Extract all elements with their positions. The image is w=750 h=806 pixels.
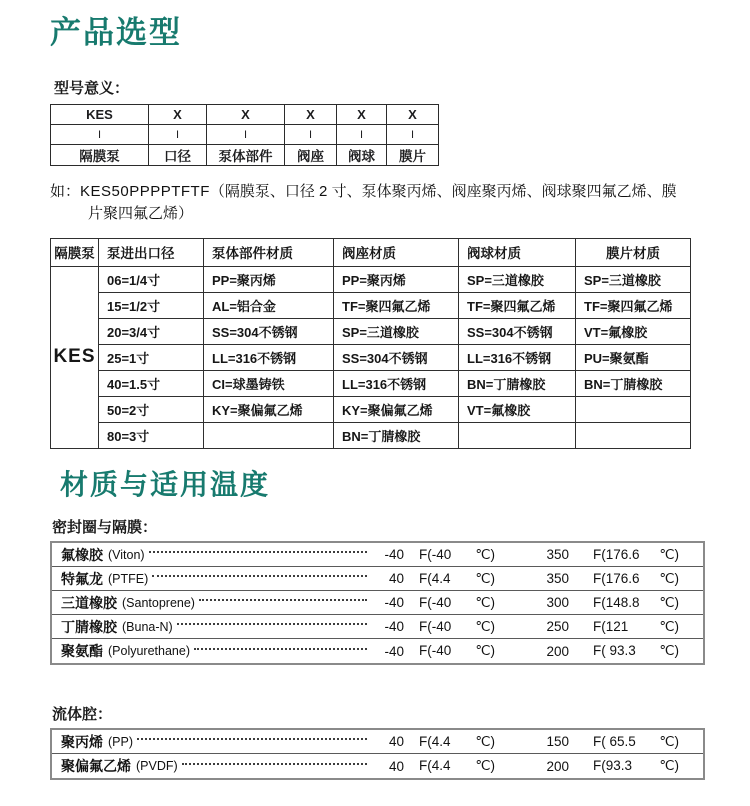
- model-example-line1: [50, 181, 715, 203]
- list-item: [52, 730, 703, 754]
- max-temp-c: [593, 758, 679, 774]
- model-code-row: [51, 105, 439, 125]
- cell-diaphragm: PU=聚氨酯: [576, 344, 691, 370]
- material-name-en: (Polyurethane): [108, 644, 190, 659]
- model-meaning-label: 型号意义：: [54, 80, 130, 98]
- cell-port: 80=3寸: [99, 422, 204, 448]
- min-temp-c: [419, 734, 495, 750]
- max-temp-c-value: F( 93.3: [593, 643, 636, 659]
- min-temp-f: 40: [388, 734, 404, 750]
- material-name-en: (Santoprene): [122, 595, 195, 610]
- dotted-leader: [182, 763, 367, 765]
- col-header-ball-material: 阀球材质: [459, 238, 576, 266]
- material-name: 氟橡胶: [61, 546, 103, 563]
- cell-port: 06=1/4寸: [99, 266, 204, 292]
- part-cell: 阀座: [285, 145, 337, 166]
- material-name-en: (Viton): [108, 547, 145, 562]
- connector-cell: I: [337, 125, 387, 145]
- material-name: 聚氨酯: [61, 643, 103, 660]
- max-temp-f: 300: [546, 595, 569, 611]
- cell-port: 15=1/2寸: [99, 292, 204, 318]
- col-header-diaphragm-material: 膜片材质: [576, 238, 691, 266]
- min-temp-c-value: F(-40: [419, 643, 452, 659]
- cell-diaphragm: SP=三道橡胶: [576, 266, 691, 292]
- cell-port: 40=1.5寸: [99, 370, 204, 396]
- cell-ball: SS=304不锈钢: [459, 318, 576, 344]
- max-temp-c: [593, 595, 679, 611]
- cell-ball: VT=氟橡胶: [459, 396, 576, 422]
- model-code-cell: X: [207, 105, 285, 125]
- material-name-en: (PTFE): [108, 571, 149, 586]
- material-name: 特氟龙: [61, 570, 103, 587]
- list-item: [52, 639, 703, 663]
- table-row: [51, 318, 691, 344]
- model-code-cell: KES: [51, 105, 149, 125]
- list-item: [52, 754, 703, 778]
- part-cell: 膜片: [387, 145, 439, 166]
- cell-port: 20=3/4寸: [99, 318, 204, 344]
- celsius-unit: ℃): [475, 618, 495, 634]
- fluid-section-label: 流体腔：: [52, 706, 113, 724]
- cell-body: LL=316不锈钢: [204, 344, 334, 370]
- min-temp-c-value: F(-40: [419, 594, 452, 610]
- cell-diaphragm: TF=聚四氟乙烯: [576, 292, 691, 318]
- col-header-body-material: 泵体部件材质: [204, 238, 334, 266]
- model-example-text: [50, 181, 715, 225]
- cell-seat: TF=聚四氟乙烯: [334, 292, 459, 318]
- max-temp-f: 350: [546, 547, 569, 563]
- dotted-leader: [152, 575, 367, 577]
- cell-ball: [459, 422, 576, 448]
- list-item: [52, 591, 703, 615]
- dotted-leader: [199, 599, 367, 601]
- list-item: [52, 567, 703, 591]
- list-item: [52, 543, 703, 567]
- table-row: [51, 396, 691, 422]
- celsius-unit: ℃): [475, 546, 495, 562]
- min-temp-c-value: F(4.4: [419, 733, 451, 749]
- celsius-unit: ℃): [659, 594, 679, 610]
- dotted-leader: [194, 648, 367, 650]
- connector-cell: I: [285, 125, 337, 145]
- table-row: [51, 344, 691, 370]
- page-title: 产品选型: [50, 15, 182, 50]
- model-code-cell: X: [149, 105, 207, 125]
- model-example-line2: 片聚四氟乙烯）: [88, 204, 194, 222]
- max-temp-f: 150: [546, 734, 569, 750]
- celsius-unit: ℃): [659, 618, 679, 634]
- celsius-unit: ℃): [659, 570, 679, 586]
- min-temp-c-value: F(-40: [419, 546, 452, 562]
- celsius-unit: ℃): [475, 594, 495, 610]
- min-temp-c: [419, 758, 495, 774]
- dotted-leader: [149, 551, 367, 553]
- min-temp-c-value: F(-40: [419, 618, 452, 634]
- max-temp-c-value: F(93.3: [593, 758, 633, 774]
- cell-port: 50=2寸: [99, 396, 204, 422]
- min-temp-c: [419, 595, 495, 611]
- col-header-pump: 隔膜泵: [51, 238, 99, 266]
- cell-diaphragm: [576, 422, 691, 448]
- cell-body: PP=聚丙烯: [204, 266, 334, 292]
- cell-diaphragm: [576, 396, 691, 422]
- material-name: 聚丙烯: [61, 733, 103, 750]
- max-temp-f: 350: [546, 571, 569, 587]
- table-row: [51, 292, 691, 318]
- cell-seat: SS=304不锈钢: [334, 344, 459, 370]
- part-cell: 口径: [149, 145, 207, 166]
- example-model-code: KES50PPPPTFTF: [80, 183, 210, 201]
- cell-seat: LL=316不锈钢: [334, 370, 459, 396]
- celsius-unit: ℃): [659, 758, 679, 774]
- material-name-en: (PP): [108, 734, 133, 749]
- cell-body: AL=铝合金: [204, 292, 334, 318]
- min-temp-c: [419, 643, 495, 659]
- section-title-materials: 材质与适用温度: [60, 468, 271, 500]
- min-temp-c-value: F(4.4: [419, 570, 451, 586]
- celsius-unit: ℃): [659, 733, 679, 749]
- connector-cell: I: [149, 125, 207, 145]
- col-header-seat-material: 阀座材质: [334, 238, 459, 266]
- cell-diaphragm: BN=丁腈橡胶: [576, 370, 691, 396]
- max-temp-f: 250: [546, 619, 569, 635]
- celsius-unit: ℃): [475, 643, 495, 659]
- cell-seat: KY=聚偏氟乙烯: [334, 396, 459, 422]
- example-description: （隔膜泵、口径 2 寸、泵体聚丙烯、阀座聚丙烯、阀球聚四氟乙烯、膜: [209, 183, 677, 201]
- max-temp-c: [593, 547, 679, 563]
- model-part-row: [51, 145, 439, 166]
- cell-seat: PP=聚丙烯: [334, 266, 459, 292]
- connector-cell: I: [207, 125, 285, 145]
- part-cell: 隔膜泵: [51, 145, 149, 166]
- cell-ball: LL=316不锈钢: [459, 344, 576, 370]
- celsius-unit: ℃): [475, 733, 495, 749]
- celsius-unit: ℃): [659, 643, 679, 659]
- min-temp-c: [419, 571, 495, 587]
- min-temp-c: [419, 547, 495, 563]
- max-temp-c: [593, 619, 679, 635]
- max-temp-c: [593, 734, 679, 750]
- cell-body: SS=304不锈钢: [204, 318, 334, 344]
- col-header-port-size: 泵进出口径: [99, 238, 204, 266]
- model-code-cell: X: [337, 105, 387, 125]
- selection-table: [50, 238, 691, 449]
- seal-section-label: 密封圈与隔膜：: [52, 519, 158, 537]
- selection-header-row: [51, 238, 691, 266]
- dotted-leader: [137, 738, 367, 740]
- table-row: [51, 370, 691, 396]
- model-connector-row: [51, 125, 439, 145]
- cell-seat: SP=三道橡胶: [334, 318, 459, 344]
- max-temp-c-value: F(121: [593, 618, 629, 634]
- max-temp-c: [593, 643, 679, 659]
- max-temp-c: [593, 571, 679, 587]
- seal-temperature-table: [50, 541, 705, 665]
- cell-seat: BN=丁腈橡胶: [334, 422, 459, 448]
- material-name: 三道橡胶: [61, 594, 117, 611]
- celsius-unit: ℃): [659, 546, 679, 562]
- max-temp-f: 200: [546, 758, 569, 774]
- celsius-unit: ℃): [475, 570, 495, 586]
- material-name: 聚偏氟乙烯: [61, 758, 131, 775]
- table-row: [51, 422, 691, 448]
- table-row: [51, 266, 691, 292]
- model-code-cell: X: [387, 105, 439, 125]
- cell-ball: SP=三道橡胶: [459, 266, 576, 292]
- part-cell: 阀球: [337, 145, 387, 166]
- model-code-table: [50, 104, 439, 166]
- cell-body: KY=聚偏氟乙烯: [204, 396, 334, 422]
- min-temp-f: -40: [384, 619, 404, 635]
- cell-ball: TF=聚四氟乙烯: [459, 292, 576, 318]
- min-temp-f: 40: [388, 571, 404, 587]
- cell-body: [204, 422, 334, 448]
- dotted-leader: [177, 623, 367, 625]
- material-name-en: (PVDF): [136, 759, 178, 774]
- connector-cell: I: [51, 125, 149, 145]
- cell-ball: BN=丁腈橡胶: [459, 370, 576, 396]
- max-temp-c-value: F( 65.5: [593, 733, 636, 749]
- cell-diaphragm: VT=氟橡胶: [576, 318, 691, 344]
- max-temp-f: 200: [546, 643, 569, 659]
- min-temp-f: -40: [384, 595, 404, 611]
- cell-port: 25=1寸: [99, 344, 204, 370]
- max-temp-c-value: F(176.6: [593, 570, 640, 586]
- min-temp-f: -40: [384, 643, 404, 659]
- connector-cell: I: [387, 125, 439, 145]
- fluid-temperature-table: [50, 728, 705, 780]
- celsius-unit: ℃): [475, 758, 495, 774]
- min-temp-c-value: F(4.4: [419, 758, 451, 774]
- max-temp-c-value: F(176.6: [593, 546, 640, 562]
- min-temp-f: 40: [388, 758, 404, 774]
- material-name-en: (Buna-N): [122, 619, 173, 634]
- max-temp-c-value: F(148.8: [593, 594, 640, 610]
- model-code-cell: X: [285, 105, 337, 125]
- list-item: [52, 615, 703, 639]
- series-label-cell: KES: [51, 266, 99, 448]
- example-prefix: 如：: [50, 183, 81, 201]
- min-temp-c: [419, 619, 495, 635]
- material-name: 丁腈橡胶: [61, 618, 117, 635]
- cell-body: CI=球墨铸铁: [204, 370, 334, 396]
- part-cell: 泵体部件: [207, 145, 285, 166]
- min-temp-f: -40: [384, 547, 404, 563]
